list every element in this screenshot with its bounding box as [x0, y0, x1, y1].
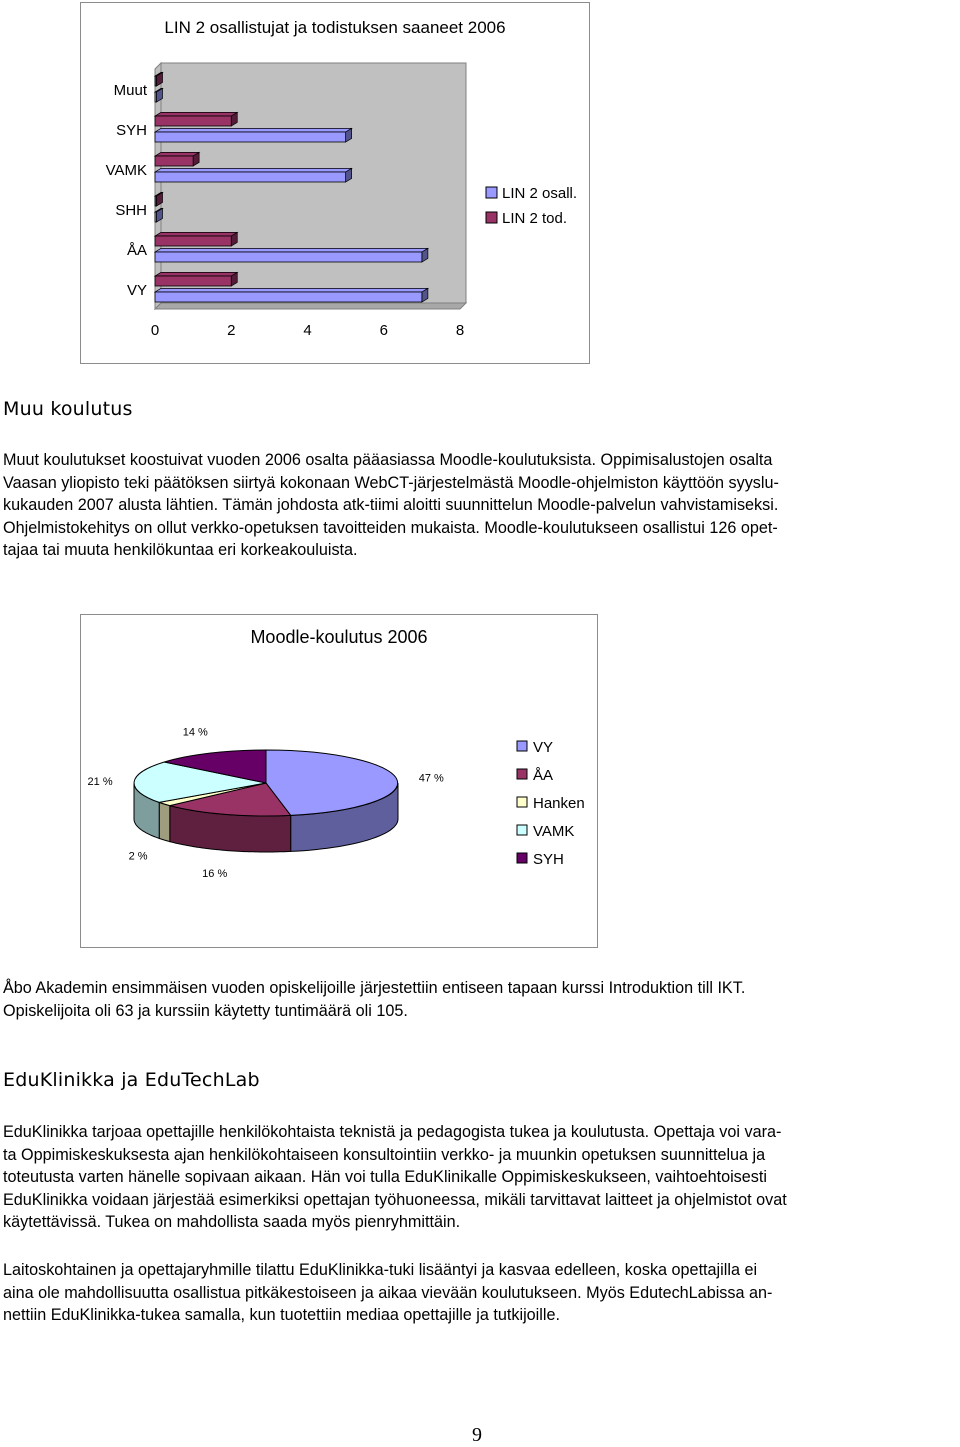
- pie-chart: [81, 615, 597, 947]
- data-label: 2 %: [128, 850, 148, 863]
- bar: [155, 292, 422, 302]
- bar-chart: [81, 3, 589, 363]
- data-label: 14 %: [182, 726, 208, 739]
- text-line: aina ole mahdollisuutta osallistua pitkäkestoiseen ja aikaa vievään koulutukseen. Myös EdutechLabissa an-: [3, 1283, 773, 1302]
- x-tick-label: 6: [379, 322, 388, 339]
- bar: [155, 196, 157, 206]
- plot-back-wall: [161, 63, 466, 303]
- legend-swatch: [486, 212, 497, 223]
- y-tick-label: VY: [126, 282, 147, 299]
- legend-swatch: [486, 187, 497, 198]
- bar-top: [155, 232, 237, 236]
- legend-swatch: [517, 769, 527, 779]
- y-tick-label: Muut: [113, 82, 147, 99]
- text-line: kukauden 2007 alusta lähtien. Tämän johdosta atk-tiimi aloitti suunnittelun Moodle-palvelun vahvistamiseksi.: [3, 496, 779, 515]
- bar-top: [155, 248, 428, 252]
- bar-chart-title: LIN 2 osallistujat ja todistuksen saaneet 2006: [164, 18, 506, 37]
- paragraph-muu-koulutus: [3, 449, 958, 562]
- text-line: EduKlinikka tarjoaa opettajille henkilökohtaista teknistä ja pedagogista tukea ja koulutusta. Opettaja voi vara-: [3, 1123, 782, 1141]
- legend-swatch: [517, 853, 527, 863]
- section-heading-eduklinikka: EduKlinikka ja EduTechLab: [3, 1069, 260, 1091]
- bar-chart-frame: [80, 2, 590, 364]
- bar: [155, 156, 193, 166]
- x-tick-label: 2: [227, 322, 236, 339]
- text-line: Vaasan yliopisto teki päätöksen siirtyä kokonaan WebCT-järjestelmästä Moodle-ohjelmiston käyttöön syyslu-: [3, 473, 779, 492]
- pie-chart-frame: [80, 614, 598, 948]
- text-line: ta Oppimiskeskuksesta ajan henkilökohtaiseen konsultointiin verkko- ja muunkin opetuksen suunnittelua ja: [3, 1145, 766, 1164]
- text-line: Ohjelmistokehitys on ollut verkko-opetuksen tavoitteiden mukaista. Moodle-koulutukseen osallistui 126 opet-: [3, 518, 778, 537]
- text-line: Muut koulutukset koostuivat vuoden 2006 osalta pääasiassa Moodle-koulutuksista. Oppimisalustojen osalta: [3, 451, 773, 469]
- bar: [155, 252, 422, 262]
- bar: [155, 76, 157, 86]
- y-tick-label: SHH: [115, 202, 147, 219]
- bar-top: [155, 168, 352, 172]
- bar-top: [155, 288, 428, 292]
- data-label: 16 %: [202, 868, 228, 881]
- text-line: Opiskelijoita oli 63 ja kurssiin käytetty tuntimäärä oli 105.: [3, 1001, 408, 1020]
- legend-label: VAMK: [533, 823, 575, 840]
- legend-label: Hanken: [533, 795, 585, 812]
- legend-label: LIN 2 tod.: [502, 210, 568, 227]
- bar: [155, 116, 231, 126]
- x-tick-label: 8: [455, 322, 465, 339]
- text-line: käytettävissä. Tukea on mahdollista saada myös pienryhmittäin.: [3, 1213, 461, 1232]
- paragraph-eduklinikka-1: [3, 1121, 958, 1234]
- bar-top: [155, 128, 352, 132]
- legend-label: SYH: [533, 851, 564, 868]
- text-line: toteutusta varten hänelle sopivaan aikaan. Hän voi tulla EduKlinikalle Oppimiskeskukseen, vaihtoehtoisesti: [3, 1168, 767, 1187]
- pie-slice-side: [159, 802, 170, 841]
- legend-label: LIN 2 osall.: [502, 185, 578, 202]
- text-line: nettiin EduKlinikka-tukea samalla, kun tuotettiin mediaa opettajille ja tutkijoille.: [3, 1306, 560, 1325]
- y-tick-label: ÅA: [126, 242, 147, 259]
- bar: [155, 212, 157, 222]
- legend-swatch: [517, 797, 527, 807]
- data-label: 47 %: [418, 772, 444, 785]
- text-line: Laitoskohtainen ja opettajaryhmille tilattu EduKlinikka-tuki lisääntyi ja kasvaa edelleen, koska opettajilla ei: [3, 1261, 758, 1279]
- text-line: EduKlinikka voidaan järjestää esimerkiksi opettajan työhuoneessa, mikäli tarvittavat laitteet ja ohjelmistot ovat: [3, 1190, 787, 1209]
- legend-swatch: [517, 825, 527, 835]
- bar: [155, 276, 231, 286]
- paragraph-eduklinikka-2: [3, 1259, 958, 1327]
- data-label: 21 %: [87, 776, 113, 789]
- bar: [155, 236, 231, 246]
- page-number: 9: [472, 1424, 482, 1446]
- y-tick-label: VAMK: [105, 162, 147, 179]
- legend-label: VY: [533, 739, 554, 756]
- legend-swatch: [517, 741, 527, 751]
- x-tick-label: 0: [150, 322, 160, 339]
- bar-top: [155, 112, 237, 116]
- bar: [155, 132, 346, 142]
- bar-top: [155, 152, 199, 156]
- y-tick-label: SYH: [116, 122, 147, 139]
- plot-floor: [155, 303, 466, 309]
- legend-label: ÅA: [533, 767, 554, 784]
- bar-top: [155, 272, 237, 276]
- paragraph-abo-akademi: [3, 977, 958, 1022]
- text-line: tajaa tai muuta henkilökuntaa eri korkeakouluista.: [3, 541, 358, 560]
- x-tick-label: 4: [303, 322, 312, 339]
- section-heading-muu-koulutus: Muu koulutus: [3, 398, 133, 420]
- text-line: Åbo Akademin ensimmäisen vuoden opiskelijoille järjestettiin entiseen tapaan kurssi Introduktion till IKT.: [3, 979, 746, 997]
- bar: [155, 172, 346, 182]
- bar: [155, 92, 157, 102]
- pie-chart-title: Moodle-koulutus 2006: [250, 627, 428, 647]
